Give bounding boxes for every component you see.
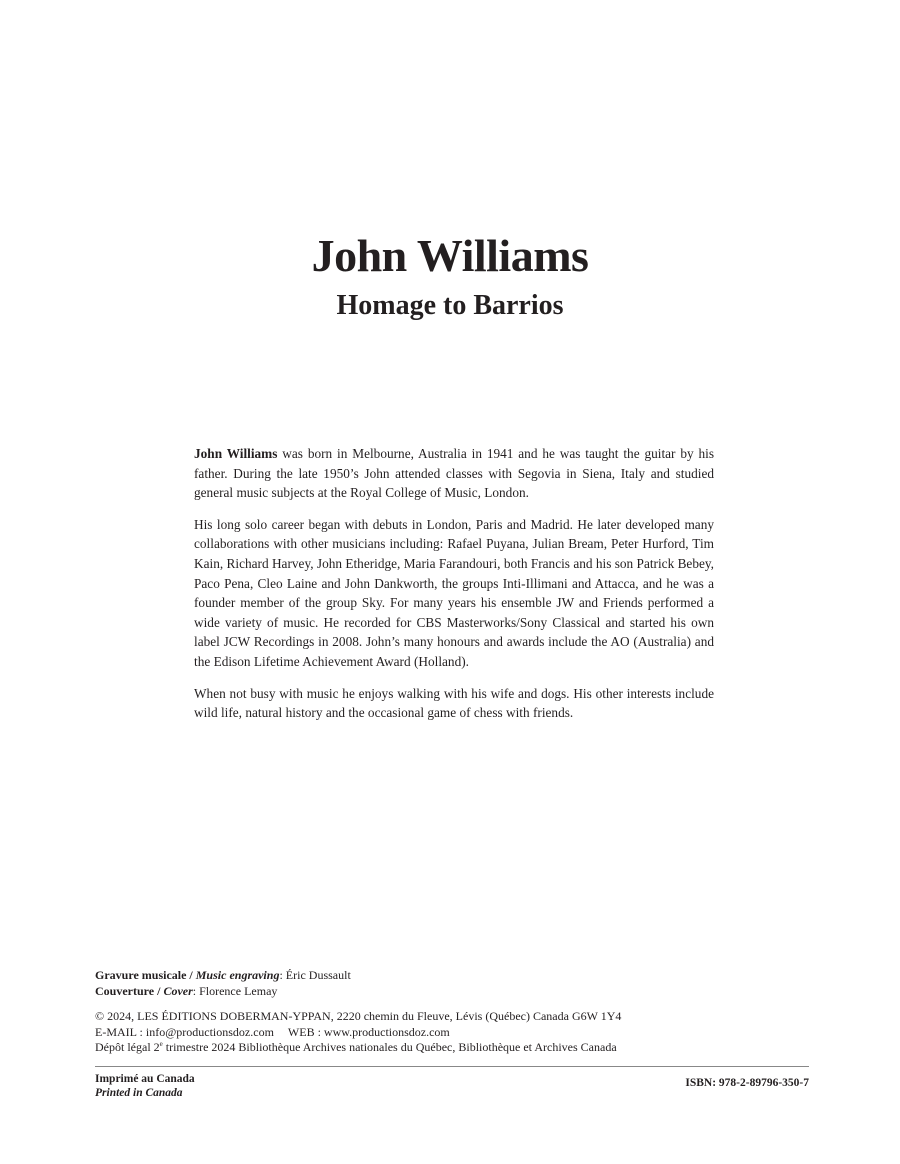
cover-label-fr: Couverture / bbox=[95, 983, 164, 998]
cover-credit bbox=[95, 984, 809, 1000]
cover-label-en: Cover bbox=[163, 983, 193, 998]
contact-line bbox=[95, 1025, 809, 1041]
cover-value: : Florence Lemay bbox=[192, 983, 278, 998]
engraving-value: : Éric Dussault bbox=[279, 968, 351, 982]
credits bbox=[95, 968, 809, 1056]
page-title: John Williams bbox=[311, 230, 589, 281]
engraving-label-en: Music engraving bbox=[195, 968, 280, 982]
legal-prefix: Dépôt légal 2 bbox=[95, 1040, 160, 1054]
title-block bbox=[0, 228, 900, 324]
page-subtitle: Homage to Barrios bbox=[336, 290, 564, 321]
bio-paragraph-3: When not busy with music he enjoys walking with his wife and dogs. His other interests include wild life, natural history and the occasional game of chess with friends. bbox=[194, 685, 714, 721]
copyright-line: © 2024, LES ÉDITIONS DOBERMAN-YPPAN, 2220 chemin du Fleuve, Lévis (Québec) Canada G6W 1Y4 bbox=[95, 1009, 622, 1023]
printed-en: Printed in Canada bbox=[95, 1087, 183, 1099]
printed-fr: Imprimé au Canada bbox=[95, 1073, 195, 1085]
engraving-credit bbox=[95, 968, 809, 984]
bio-paragraph-1 bbox=[194, 444, 714, 503]
legal-superscript: e bbox=[159, 1040, 163, 1048]
bio-name: John Williams bbox=[194, 446, 278, 461]
engraving-label-fr: Gravure musicale / bbox=[95, 968, 196, 982]
biography bbox=[194, 444, 714, 735]
web-text: WEB : www.productionsdoz.com bbox=[287, 1024, 450, 1039]
legal-deposit-line bbox=[95, 1040, 809, 1056]
printed-in bbox=[95, 1072, 195, 1100]
bio-paragraph-2: His long solo career began with debuts in London, Paris and Madrid. He later developed many collaborations with other musicians including: Rafael Puyana, Julian Bream, Peter Hurford, Tim Kain, Richard Harvey, John Etheridge, Maria Farandouri, both Francis and his son Patrick Bebey, Paco Pena, Cleo Laine and John Dankworth, the groups Inti-Illimani and Attacca, and he was a founder member of the group Sky. For many years his ensemble JW and Friends performed a wide variety of music. He recorded for CBS Masterworks/Sony Classical and started his own label JCW Recordings in 2008. John’s many honours and awards include the AO (Australia) and the Edison Lifetime Achievement Award (Holland). bbox=[194, 516, 714, 669]
footer-divider bbox=[95, 1066, 809, 1067]
email-text: E-MAIL : info@productionsdoz.com bbox=[95, 1024, 274, 1039]
bio-paragraph-1-text: was born in Melbourne, Australia in 1941 and he was taught the guitar by his father. During the late 1950’s John attended classes with Segovia in Siena, Italy and studied general music subjects at the Royal College of Music, London. bbox=[194, 446, 714, 501]
legal-suffix: trimestre 2024 Bibliothèque Archives nationales du Québec, Bibliothèque et Archives Canada bbox=[162, 1040, 617, 1054]
isbn: ISBN: 978-2-89796-350-7 bbox=[685, 1077, 809, 1089]
